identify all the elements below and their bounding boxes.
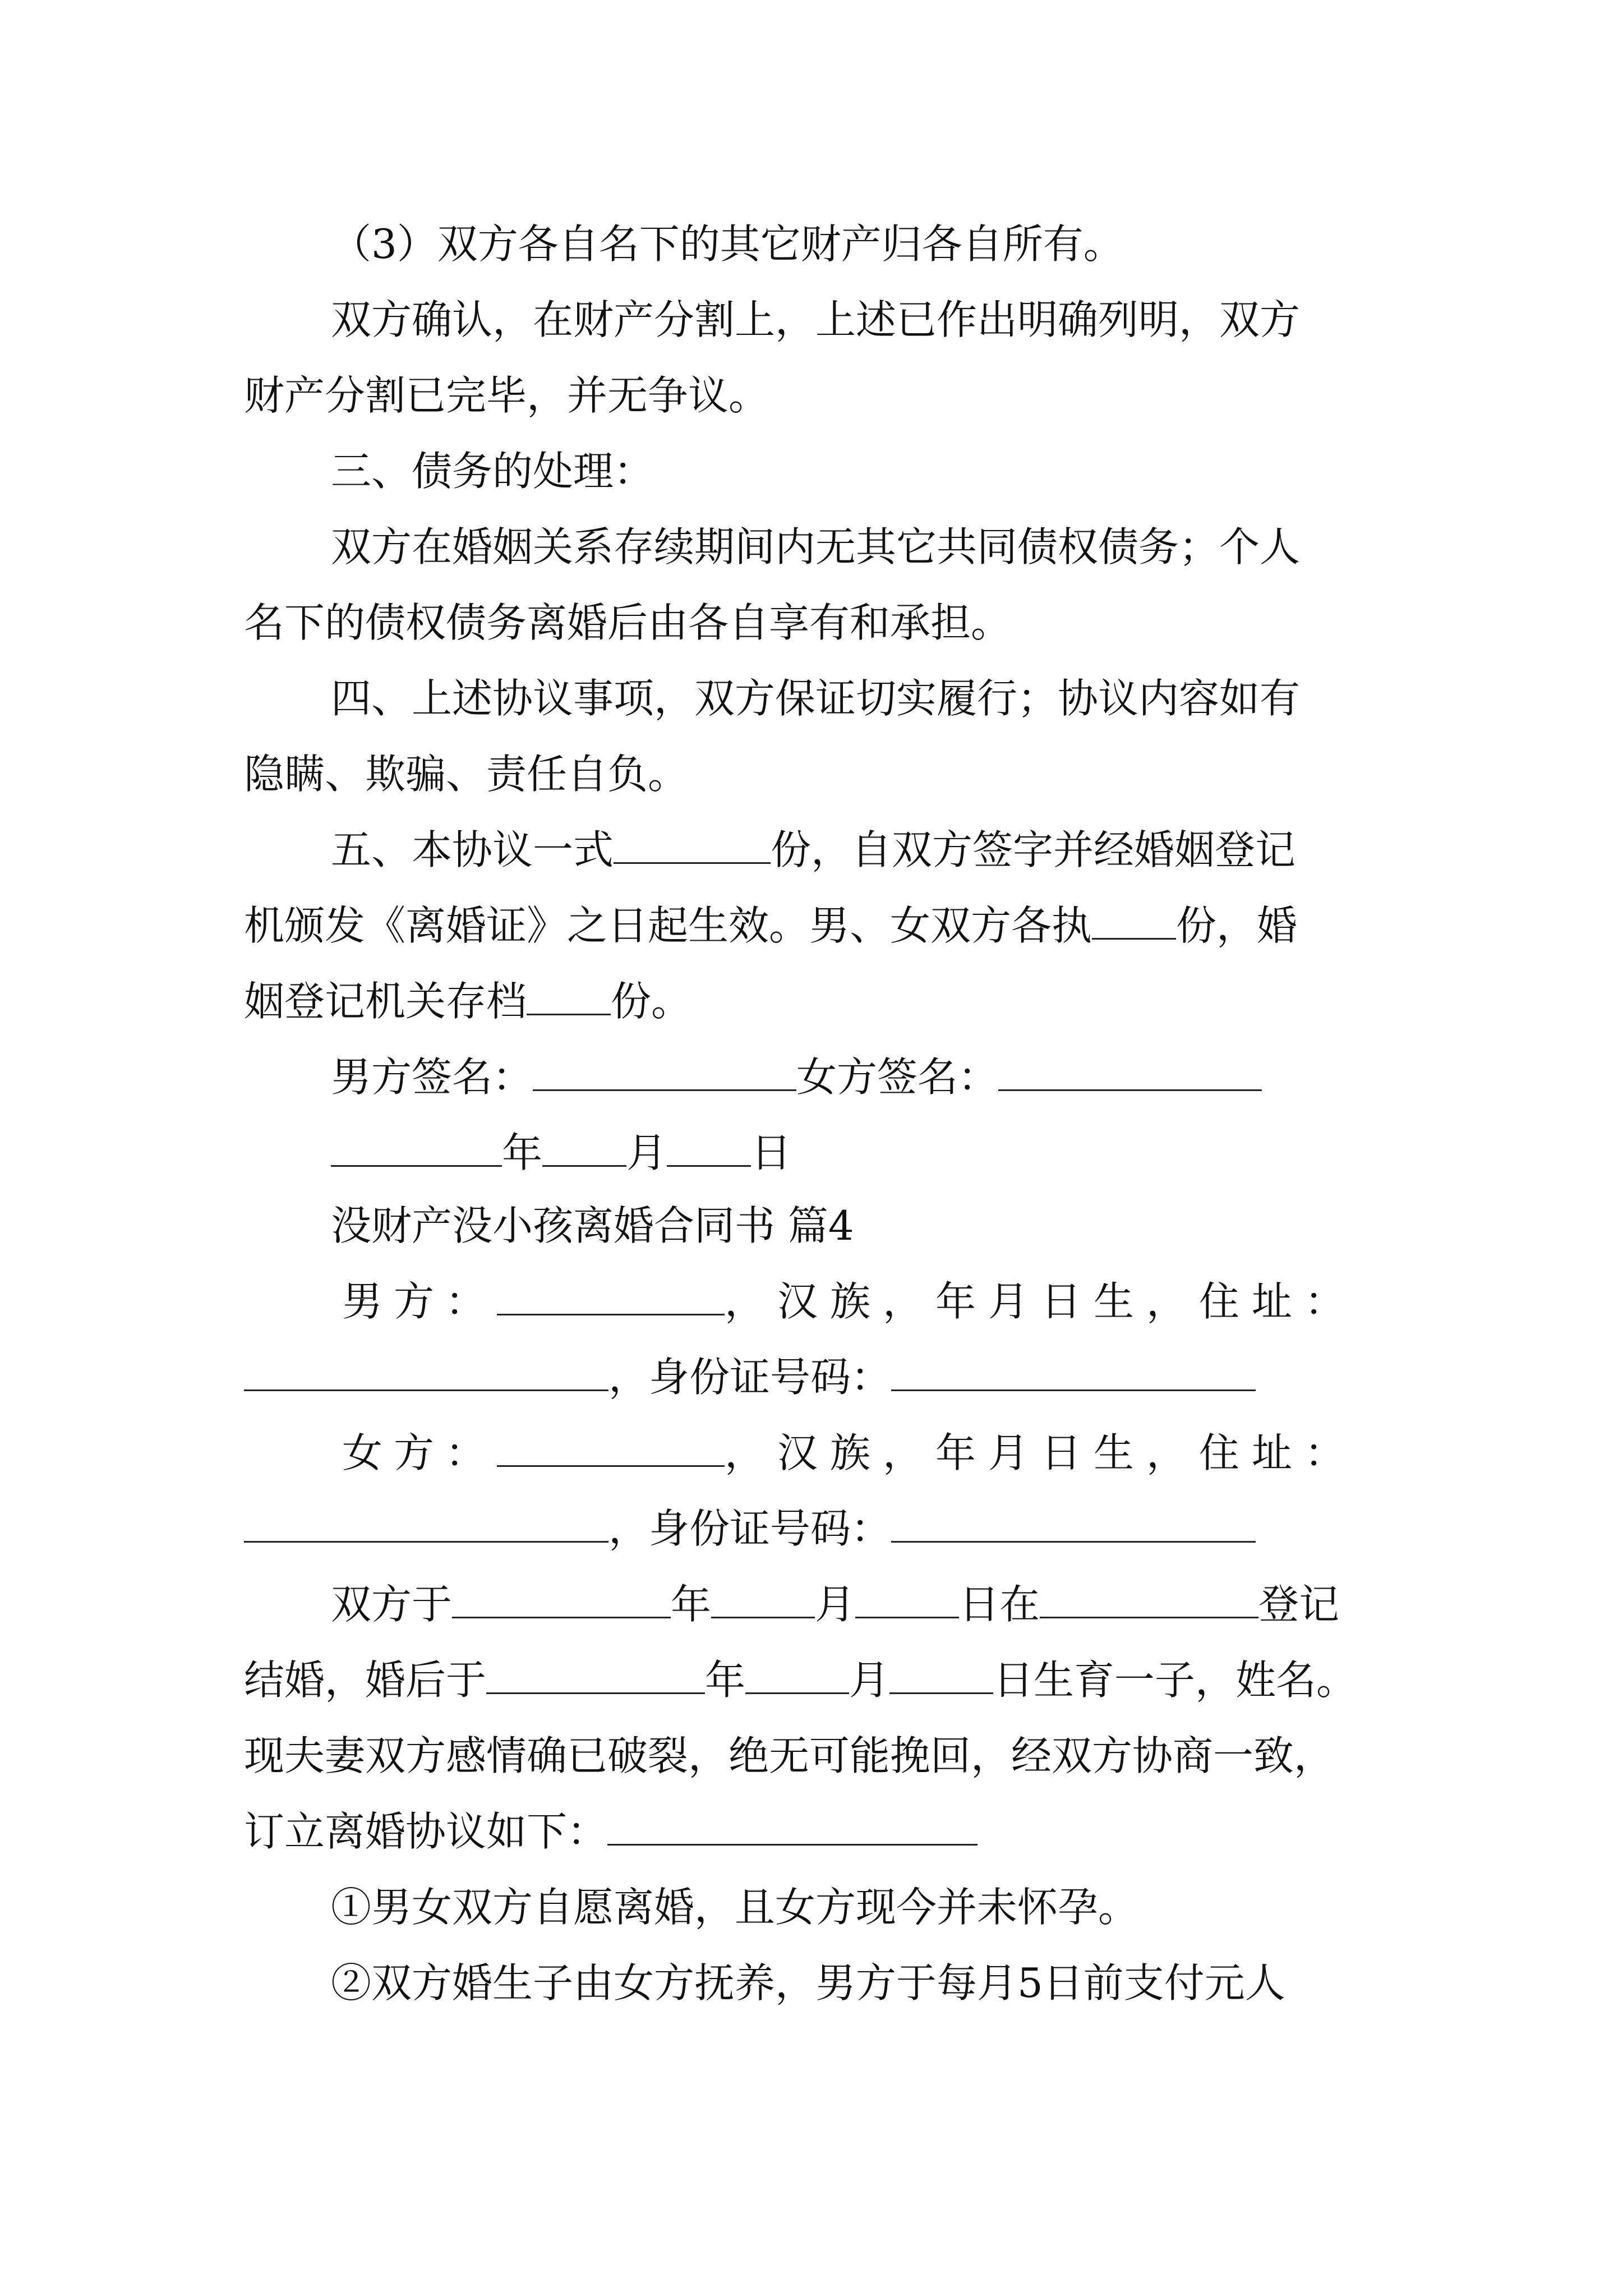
each-copies-blank[interactable]: [1092, 904, 1176, 940]
male-id-field[interactable]: [891, 1356, 1256, 1391]
paragraph-confirm-line1: 双方确认，在财产分割上，上述已作出明确列明，双方: [331, 296, 1301, 343]
female-info-line: 女方： ，汉族，年月日生，住址：: [342, 1429, 1357, 1476]
marriage-line4: 订立离婚协议如下：: [244, 1792, 1623, 1871]
day-field[interactable]: [667, 1131, 751, 1167]
item-1: ①男女双方自愿离婚，且女方现今并未怀孕。: [331, 1884, 1139, 1931]
marriage-line3: 现夫妻双方感情确已破裂，绝无可能挽回，经双方协商一致，: [244, 1732, 1335, 1779]
marriage-day-field[interactable]: [855, 1583, 959, 1618]
marriage-line1: 双方于 年 月 日在 登记: [331, 1581, 1340, 1628]
female-name-field[interactable]: [497, 1432, 725, 1467]
birth-day-field[interactable]: [889, 1659, 993, 1694]
copies-blank[interactable]: [614, 829, 771, 864]
paragraph-copies-line2: 机颁发《离婚证》之日起生效。男、女双方各执 份，婚: [244, 902, 1298, 949]
section-heading: 没财产没小孩离婚合同书 篇4: [331, 1202, 854, 1249]
paragraph-other-property: （3）双方各自名下的其它财产归各自所有。: [331, 220, 1124, 268]
marriage-month-field[interactable]: [711, 1583, 815, 1618]
male-name-field[interactable]: [497, 1280, 725, 1315]
signature-line: 男方签名： 女方签名：: [331, 1038, 1623, 1116]
item-2: ②双方婚生子由女方抚养，男方于每月5日前支付元人: [331, 1959, 1285, 2007]
marriage-line2: 结婚，婚后于 年 月 日生育一子，姓名。: [244, 1657, 1357, 1704]
male-info-line: 男方： ，汉族，年月日生，住址：: [342, 1278, 1357, 1325]
female-address-field[interactable]: [244, 1507, 608, 1543]
paragraph-guarantee-line1: 四、上述协议事项，双方保证切实履行；协议内容如有: [331, 675, 1301, 722]
marriage-year-field[interactable]: [452, 1583, 671, 1618]
date-line: 年 月 日: [331, 1114, 1623, 1192]
archive-copies-blank[interactable]: [527, 980, 611, 1015]
paragraph-copies-line3: 姻登记机关存档 份。: [244, 978, 692, 1025]
marriage-place-field[interactable]: [1040, 1583, 1258, 1618]
female-id-field[interactable]: [891, 1507, 1256, 1543]
paragraph-guarantee-line2: 隐瞒、欺骗、责任自负。: [244, 751, 689, 798]
paragraph-confirm-line2: 财产分割已完毕，并无争议。: [244, 372, 769, 419]
month-field[interactable]: [542, 1131, 626, 1167]
birth-month-field[interactable]: [745, 1659, 849, 1694]
paragraph-copies-line1: 五、本协议一式 份，自双方签字并经婚姻登记: [331, 826, 1296, 873]
birth-year-field[interactable]: [486, 1659, 705, 1694]
year-field[interactable]: [331, 1131, 502, 1167]
male-signature-field[interactable]: [533, 1056, 796, 1091]
agreement-blank[interactable]: [607, 1810, 978, 1846]
paragraph-debt-line2: 名下的债权债务离婚后由各自享有和承担。: [244, 599, 1012, 646]
male-id-line: ，身份证号码：: [244, 1338, 1623, 1416]
paragraph-debt-line1: 双方在婚姻关系存续期间内无其它共同债权债务；个人: [331, 523, 1301, 570]
section-debt-heading: 三、债务的处理：: [331, 448, 654, 495]
female-id-line: ，身份证号码：: [244, 1489, 1623, 1568]
male-address-field[interactable]: [244, 1356, 608, 1391]
female-signature-field[interactable]: [998, 1056, 1262, 1091]
